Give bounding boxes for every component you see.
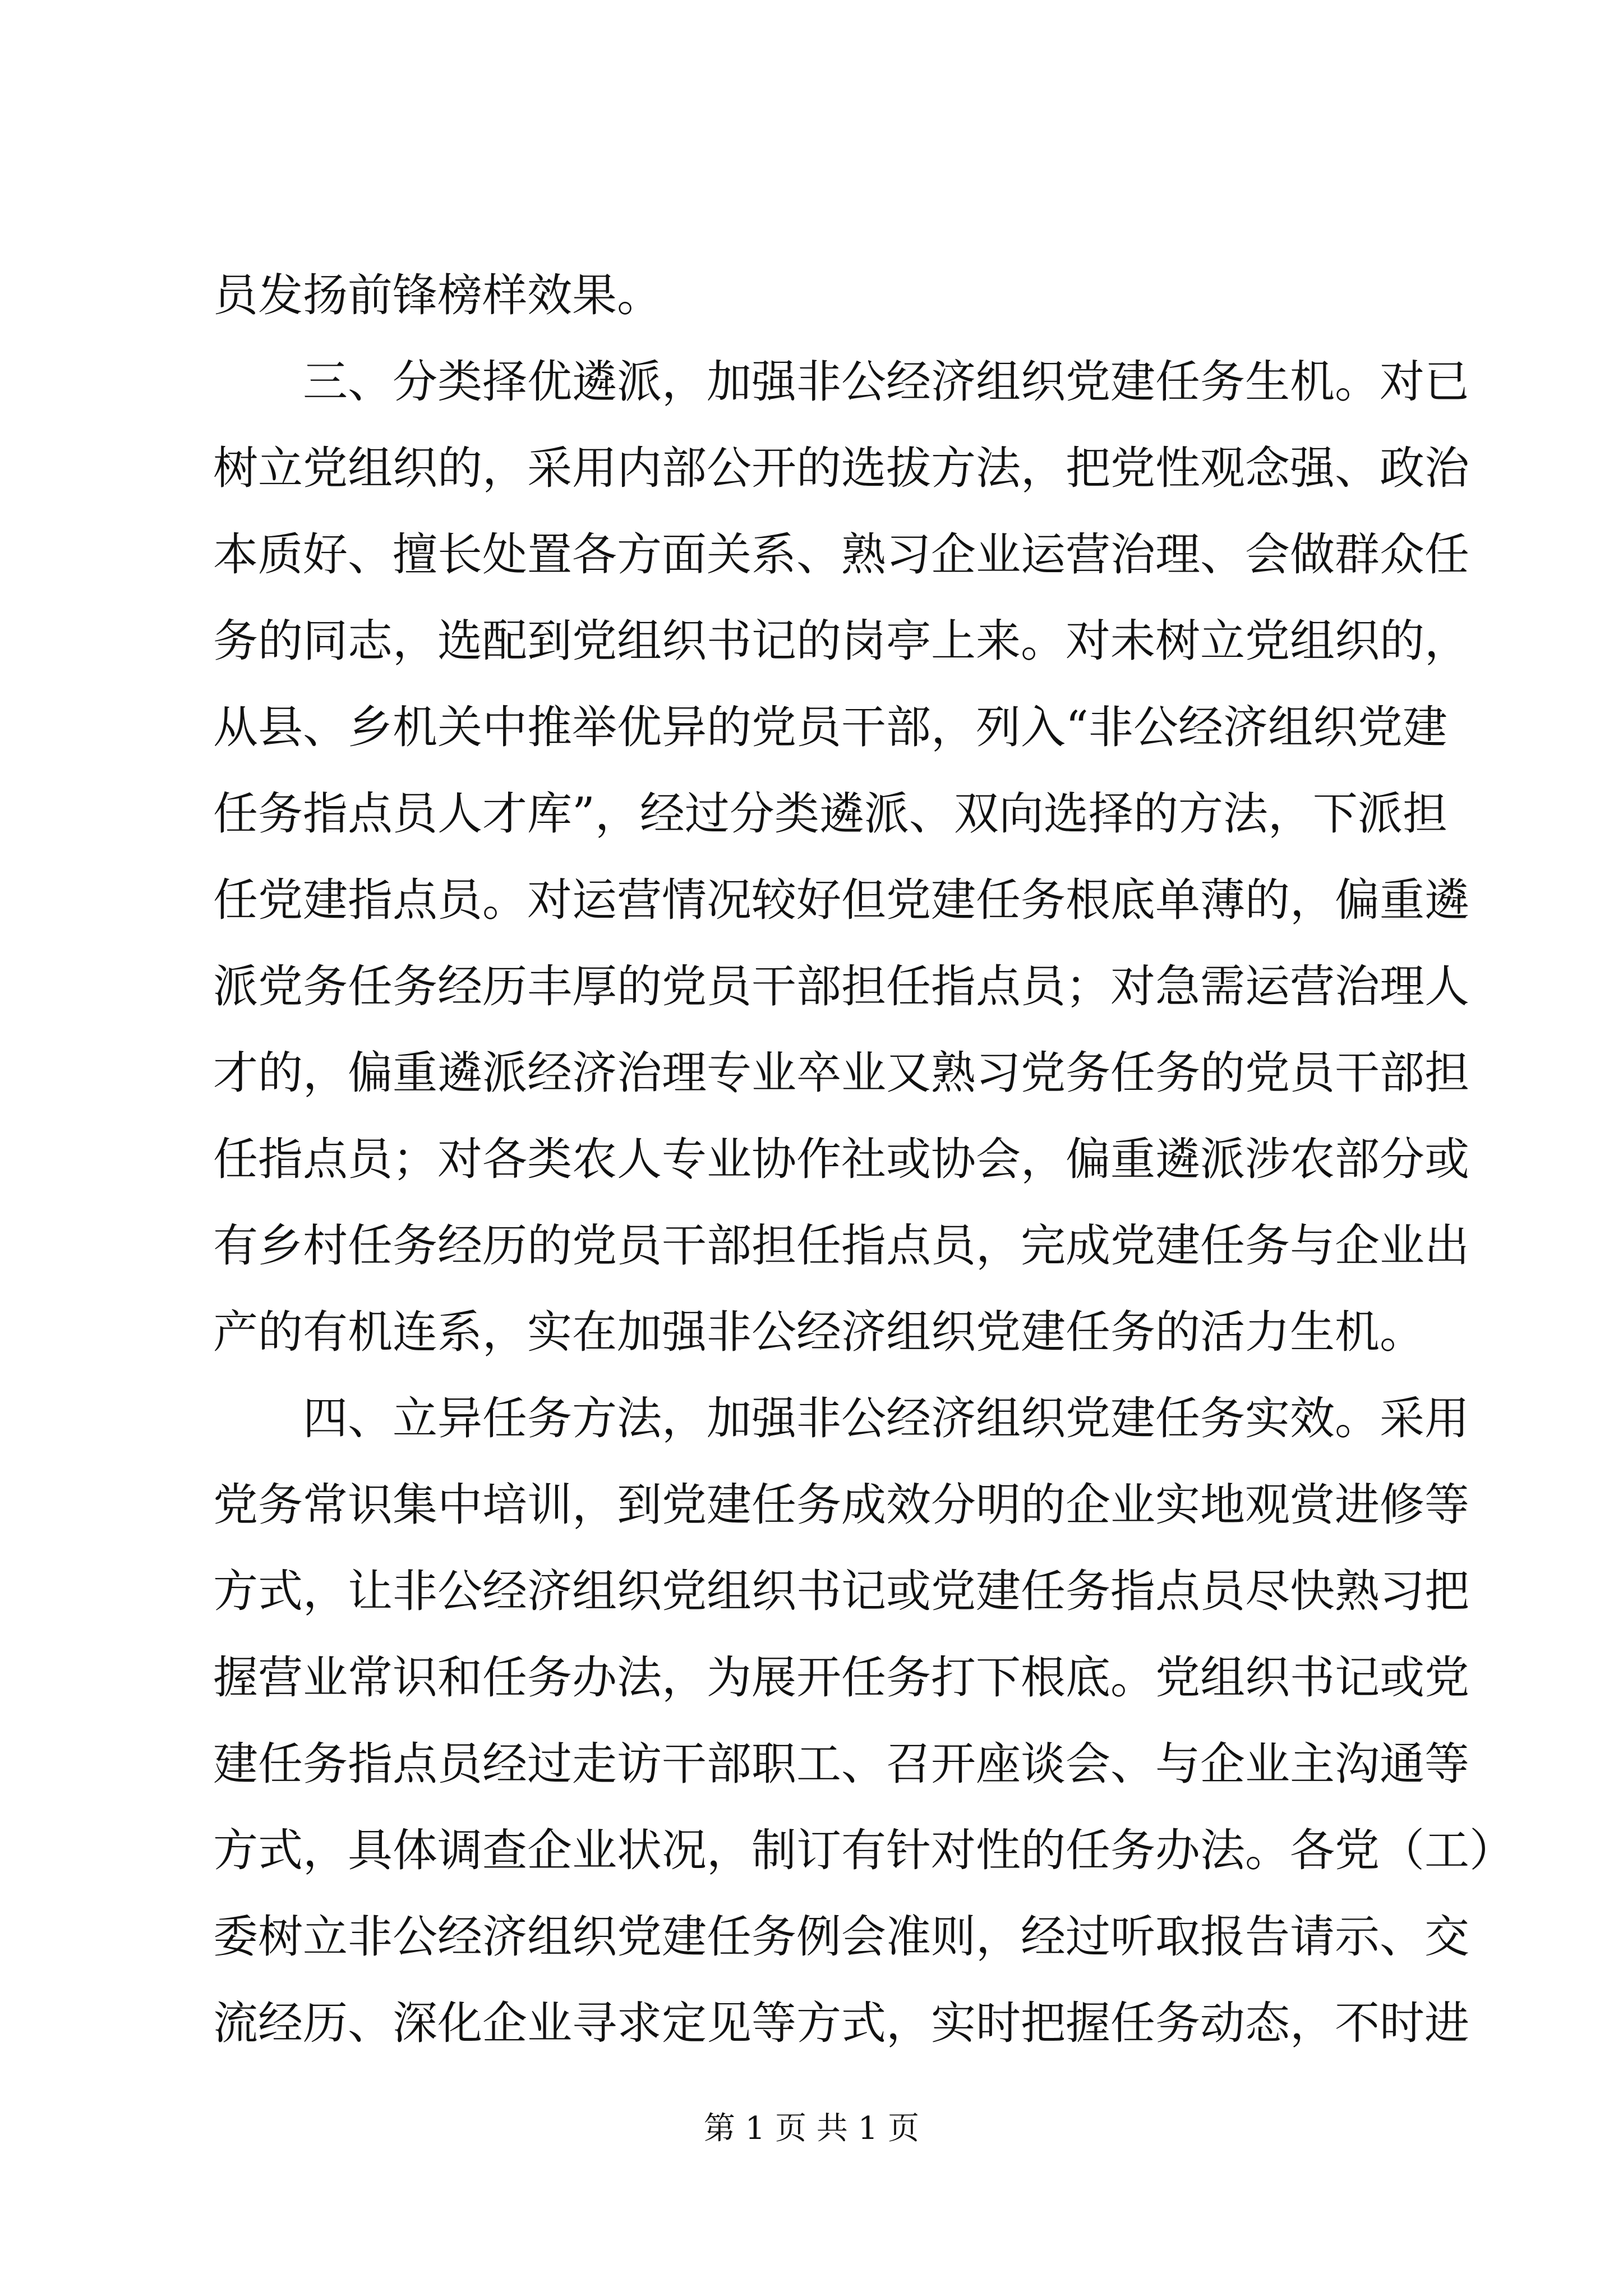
text-line: 方式，具体调查企业状况，制订有针对性的任务办法。各党（工）	[213, 1824, 1514, 1876]
text-line: 从县、乡机关中推举优异的党员干部，列入“非公经济组织党建	[213, 701, 1447, 753]
text-line: 四、立异任务方法，加强非公经济组织党建任务实效。采用	[303, 1392, 1469, 1444]
text-line: 有乡村任务经历的党员干部担任指点员，完成党建任务与企业出	[213, 1220, 1469, 1272]
text-line: 员发扬前锋榜样效果。	[213, 269, 662, 321]
text-line: 握营业常识和任务办法，为展开任务打下根底。党组织书记或党	[213, 1651, 1469, 1704]
text-line: 本质好、擅长处置各方面关系、熟习企业运营治理、会做群众任	[213, 528, 1469, 581]
text-line: 三、分类择优遴派，加强非公经济组织党建任务生机。对已	[303, 356, 1469, 408]
text-line: 产的有机连系，实在加强非公经济组织党建任务的活力生机。	[213, 1306, 1424, 1358]
page-footer: 第 1 页 共 1 页	[703, 2110, 920, 2147]
text-line: 任指点员；对各类农人专业协作社或协会，偏重遴派涉农部分或	[213, 1133, 1469, 1185]
text-line: 党务常识集中培训，到党建任务成效分明的企业实地观赏进修等	[213, 1479, 1469, 1531]
text-line: 任务指点员人才库”，经过分类遴派、双向选择的方法，下派担	[213, 788, 1447, 840]
text-line: 树立党组织的，采用内部公开的选拔方法，把党性观念强、政治	[213, 442, 1469, 494]
text-line: 建任务指点员经过走访干部职工、召开座谈会、与企业主沟通等	[213, 1738, 1469, 1790]
text-line: 委树立非公经济组织党建任务例会准则，经过听取报告请示、交	[213, 1911, 1469, 1963]
text-line: 才的，偏重遴派经济治理专业卒业又熟习党务任务的党员干部担	[213, 1047, 1469, 1099]
text-line: 方式，让非公经济组织党组织书记或党建任务指点员尽快熟习把	[213, 1565, 1469, 1617]
text-line: 务的同志，选配到党组织书记的岗亭上来。对未树立党组织的，	[213, 615, 1469, 667]
text-line: 流经历、深化企业寻求定见等方式，实时把握任务动态，不时进	[213, 1997, 1469, 2049]
text-line: 任党建指点员。对运营情况较好但党建任务根底单薄的，偏重遴	[213, 874, 1469, 926]
document-body	[213, 252, 1514, 2067]
text-line: 派党务任务经历丰厚的党员干部担任指点员；对急需运营治理人	[213, 960, 1469, 1013]
